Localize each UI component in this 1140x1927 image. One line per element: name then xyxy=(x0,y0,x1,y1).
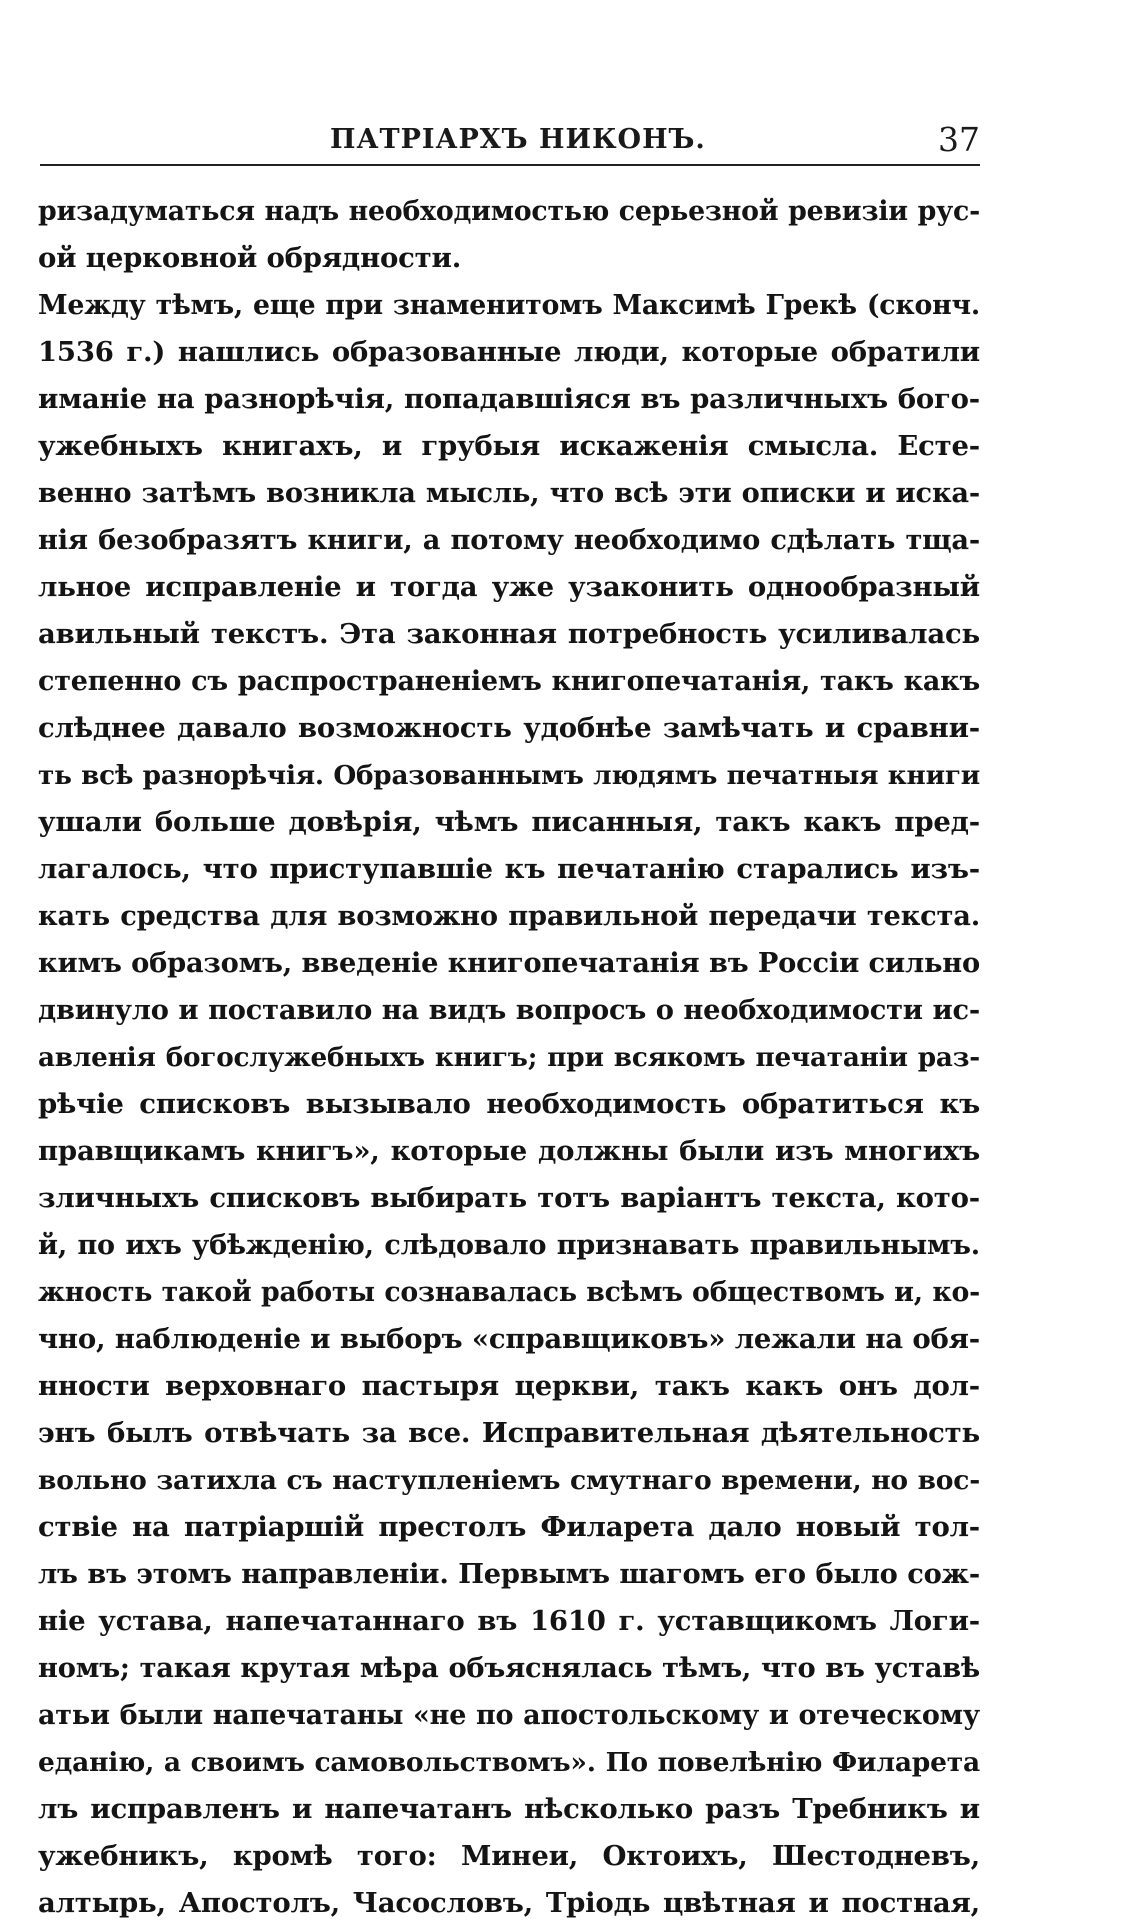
running-title: ПАТРІАРХЪ НИКОНЪ. xyxy=(330,124,706,155)
text-line: жность такой работы сознавалась всѣмъ обществомъ и, ко- xyxy=(38,1277,980,1308)
text-line: ужебникъ, кромѣ того: Минеи, Октоихъ, Шестодневъ, xyxy=(38,1840,980,1872)
running-head xyxy=(40,118,980,168)
text-line: правщикамъ книгъ», которые должны были изъ многихъ xyxy=(38,1135,980,1167)
text-line: й, по ихъ убѣжденію, слѣдовало признавать правильнымъ. xyxy=(38,1230,980,1261)
text-line: кимъ образомъ, введеніе книгопечатанія въ Россіи сильно xyxy=(38,947,980,979)
text-line: лагалось, что приступавшіе къ печатанію старались изъ- xyxy=(38,853,980,885)
text-line: номъ; такая крутая мѣра объяснялась тѣмъ, что въ уставѣ xyxy=(38,1652,980,1684)
text-line: ушали больше довѣрія, чѣмъ писанныя, такъ какъ пред- xyxy=(38,806,980,838)
text-line: лъ исправленъ и напечатанъ нѣсколько разъ Требникъ и xyxy=(38,1793,980,1825)
text-line: рѣчіе списковъ вызывало необходимость обратиться къ xyxy=(38,1088,980,1120)
text-line: ризадуматься надъ необходимостью серьезной ревизіи рус- xyxy=(38,196,980,227)
text-line: авильный текстъ. Эта законная потребность усиливалась xyxy=(38,618,980,650)
text-line: 1536 г.) нашлись образованные люди, которые обратили xyxy=(38,336,980,368)
text-line: зличныхъ списковъ выбирать тотъ варіантъ текста, кото- xyxy=(38,1182,980,1214)
text-line: иманіе на разнорѣчія, попадавшіяся въ различныхъ бого- xyxy=(38,383,980,415)
text-line: чно, наблюденіе и выборъ «справщиковъ» лежали на обя- xyxy=(38,1323,980,1355)
text-line: ть всѣ разнорѣчія. Образованнымъ людямъ печатныя книги xyxy=(38,760,980,791)
text-line: атьи были напечатаны «не по апостольскому и отеческому xyxy=(38,1700,980,1731)
text-line: венно затѣмъ возникла мысль, что всѣ эти описки и иска- xyxy=(38,477,980,509)
text-line: ніе устава, напечатаннаго въ 1610 г. уставщикомъ Логи- xyxy=(38,1605,980,1637)
text-line: степенно съ распространеніемъ книгопечатанія, такъ какъ xyxy=(38,666,980,697)
text-line: вольно затихла съ наступленіемъ смутнаго времени, но вос- xyxy=(38,1465,980,1496)
text-line: нія безобразятъ книги, а потому необходимо сдѣлать тща- xyxy=(38,524,980,556)
text-line: нности верховнаго пастыря церкви, такъ какъ онъ дол- xyxy=(38,1370,980,1402)
page-number: 37 xyxy=(938,120,980,159)
text-line: слѣднее давало возможность удобнѣе замѣчать и сравни- xyxy=(38,712,980,744)
text-line: кать средства для возможно правильной передачи текста. xyxy=(38,900,980,932)
body-text xyxy=(38,188,980,1919)
text-line: двинуло и поставило на видъ вопросъ о необходимости ис- xyxy=(38,994,980,1026)
text-line: льное исправленіе и тогда уже узаконить однообразный xyxy=(38,571,980,603)
text-line: энъ былъ отвѣчать за все. Исправительная дѣятельность xyxy=(38,1417,980,1449)
text-line: авленія богослужебныхъ книгъ; при всякомъ печатаніи раз- xyxy=(38,1042,980,1073)
header-rule xyxy=(40,164,980,166)
text-line: Между тѣмъ, еще при знаменитомъ Максимѣ Грекѣ (сконч. xyxy=(38,290,980,321)
text-line: ой церковной обрядности. xyxy=(38,242,462,274)
text-line: алтырь, Апостолъ, Часословъ, Тріодь цвѣтная и постная, xyxy=(38,1887,980,1919)
text-line: ствіе на патріаршій престолъ Филарета дало новый тол- xyxy=(38,1511,980,1543)
text-line: лъ въ этомъ направленіи. Первымъ шагомъ его было сож- xyxy=(38,1558,980,1590)
text-line: ужебныхъ книгахъ, и грубыя искаженія смысла. Есте- xyxy=(38,430,980,462)
text-line: еданію, а своимъ самовольствомъ». По повелѣнію Филарета xyxy=(38,1747,980,1778)
